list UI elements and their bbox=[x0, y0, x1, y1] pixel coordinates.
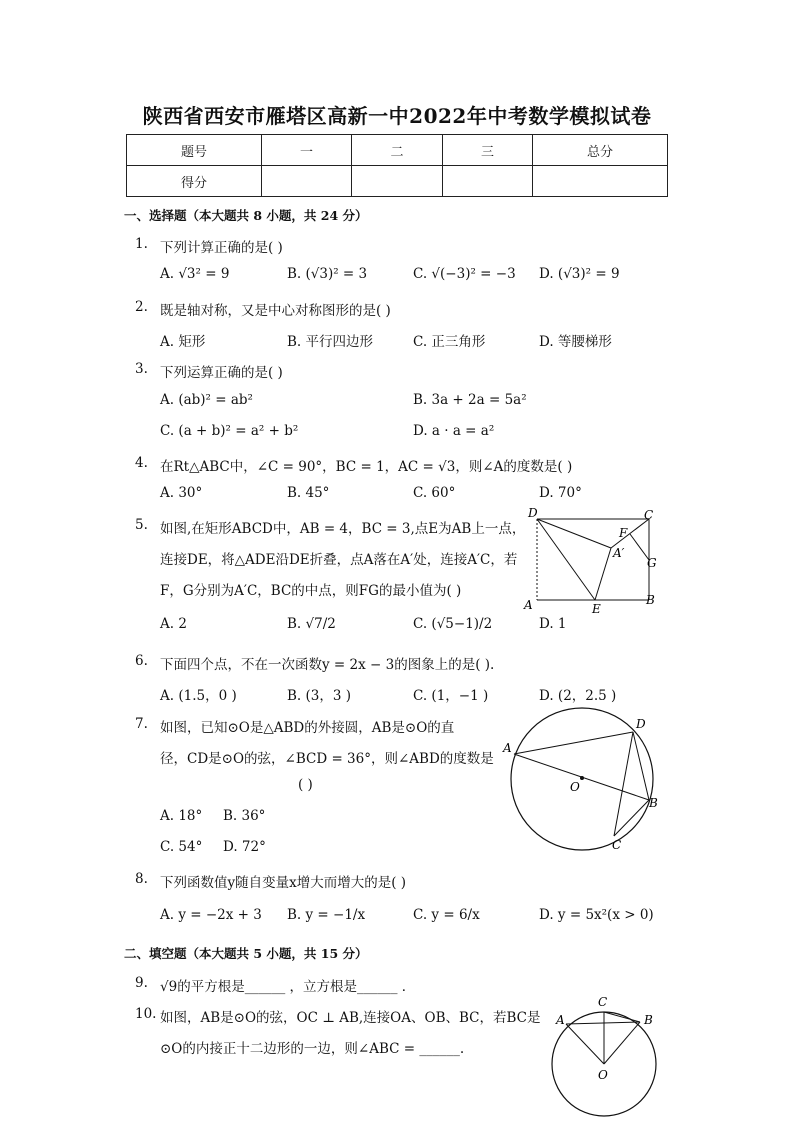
option-a[interactable]: A. 30° bbox=[160, 485, 203, 501]
table-header-cell: 二 bbox=[352, 135, 443, 166]
option-a[interactable]: A. 矩形 bbox=[160, 334, 206, 350]
point-label: C bbox=[598, 995, 608, 1009]
score-cell[interactable] bbox=[262, 166, 352, 197]
option-c[interactable]: C. (a + b)² = a² + b² bbox=[160, 423, 299, 439]
option-a[interactable]: A. 2 bbox=[160, 616, 187, 632]
question-stem: 在Rt△ABC中，∠C = 90°，BC = 1，AC = √3，则∠A的度数是( ) bbox=[160, 459, 573, 475]
page-title: 陕西省西安市雁塔区高新一中2022年中考数学模拟试卷 bbox=[142, 104, 652, 128]
figure-circle-o bbox=[500, 703, 670, 858]
point-label: D bbox=[636, 717, 646, 731]
table-row-label: 得分 bbox=[127, 166, 262, 197]
question-number: 7. bbox=[135, 716, 148, 732]
point-label: B bbox=[649, 796, 658, 810]
table-header-cell: 题号 bbox=[127, 135, 262, 166]
point-label: B bbox=[646, 593, 655, 607]
option-a[interactable]: A. 18° bbox=[160, 808, 203, 824]
question-stem-line: 径，CD是⊙O的弦，∠BCD = 36°，则∠ABD的度数是 bbox=[160, 751, 494, 767]
figure-circle-chord bbox=[540, 992, 670, 1123]
table-header-cell: 总分 bbox=[533, 135, 668, 166]
table-header-cell: 一 bbox=[262, 135, 352, 166]
score-table-header-row bbox=[127, 135, 668, 166]
question-stem-line: F，G分别为A′C，BC的中点，则FG的最小值为( ) bbox=[160, 583, 462, 599]
point-label: O bbox=[598, 1068, 608, 1082]
option-d[interactable]: D. 等腰梯形 bbox=[539, 334, 612, 350]
option-b[interactable]: B. (√3)² = 3 bbox=[287, 266, 368, 282]
option-d[interactable]: D. 72° bbox=[223, 839, 266, 855]
point-label: A bbox=[556, 1013, 565, 1027]
question-number: 9. bbox=[135, 975, 148, 991]
question-stem-line: ⊙O的内接正十二边形的一边，则∠ABC = ______. bbox=[160, 1041, 465, 1057]
question-stem: 下列函数值y随自变量x增大而增大的是( ) bbox=[160, 875, 407, 891]
option-d[interactable]: D. 70° bbox=[539, 485, 582, 501]
section-heading-fill: 二、填空题（本大题共 5 小题，共 15 分） bbox=[124, 946, 368, 961]
option-d[interactable]: D. (2，2.5 ) bbox=[539, 688, 617, 704]
option-b[interactable]: B. y = −1/x bbox=[287, 907, 366, 923]
score-cell[interactable] bbox=[443, 166, 533, 197]
option-d[interactable]: D. y = 5x²(x > 0) bbox=[539, 907, 654, 923]
question-stem: 既是轴对称，又是中心对称图形的是( ) bbox=[160, 303, 391, 319]
question-stem: √9的平方根是______ ，立方根是______ ． bbox=[160, 979, 416, 995]
question-stem-line: 连接DE，将△ADE沿DE折叠，点A落在A′处，连接A′C，若 bbox=[160, 552, 518, 568]
figure-rectangle-abcd bbox=[520, 505, 660, 617]
question-stem: 下面四个点，不在一次函数y = 2x − 3的图象上的是( ). bbox=[160, 657, 495, 673]
option-d[interactable]: D. (√3)² = 9 bbox=[539, 266, 620, 282]
point-label: A bbox=[503, 741, 512, 755]
option-b[interactable]: B. 36° bbox=[223, 808, 266, 824]
question-number: 8. bbox=[135, 871, 148, 887]
option-c[interactable]: C. 60° bbox=[413, 485, 456, 501]
option-c[interactable]: C. y = 6/x bbox=[413, 907, 480, 923]
point-label: C bbox=[644, 508, 654, 522]
option-a[interactable]: A. y = −2x + 3 bbox=[160, 907, 262, 923]
question-number: 1. bbox=[135, 236, 148, 252]
option-a[interactable]: A. √3² = 9 bbox=[160, 266, 230, 282]
table-header-cell: 三 bbox=[443, 135, 533, 166]
question-number: 2. bbox=[135, 299, 148, 315]
option-d[interactable]: D. 1 bbox=[539, 616, 567, 632]
score-cell[interactable] bbox=[533, 166, 668, 197]
question-stem-line: 如图，已知⊙O是△ABD的外接圆，AB是⊙O的直 bbox=[160, 720, 455, 736]
option-b[interactable]: B. 平行四边形 bbox=[287, 334, 374, 350]
point-label: B bbox=[644, 1013, 653, 1027]
option-d[interactable]: D. a · a = a² bbox=[413, 423, 495, 439]
option-c[interactable]: C. 54° bbox=[160, 839, 203, 855]
question-number: 5. bbox=[135, 517, 148, 533]
point-label: C bbox=[612, 838, 622, 852]
question-number: 10. bbox=[135, 1006, 157, 1022]
score-table bbox=[126, 134, 668, 197]
question-number: 4. bbox=[135, 455, 148, 471]
option-c[interactable]: C. √(−3)² = −3 bbox=[413, 266, 516, 282]
score-table-score-row bbox=[127, 166, 668, 197]
option-b[interactable]: B. 3a + 2a = 5a² bbox=[413, 392, 527, 408]
point-label: E bbox=[592, 602, 601, 616]
score-cell[interactable] bbox=[352, 166, 443, 197]
point-label: O bbox=[570, 780, 580, 794]
point-label: D bbox=[528, 506, 538, 520]
option-c[interactable]: C. (√5−1)/2 bbox=[413, 616, 493, 632]
question-stem: 下列运算正确的是( ) bbox=[160, 365, 283, 381]
option-c[interactable]: C. 正三角形 bbox=[413, 334, 486, 350]
section-heading-choice: 一、选择题（本大题共 8 小题，共 24 分） bbox=[124, 208, 368, 223]
point-label: A′ bbox=[613, 546, 625, 560]
point-label: G bbox=[647, 556, 657, 570]
option-a[interactable]: A. (1.5，0 ) bbox=[160, 688, 237, 704]
question-stem-line: 如图，AB是⊙O的弦，OC ⊥ AB,连接OA、OB、BC，若BC是 bbox=[160, 1010, 541, 1026]
question-stem-line: ( ) bbox=[298, 777, 313, 793]
question-number: 6. bbox=[135, 653, 148, 669]
option-b[interactable]: B. √7/2 bbox=[287, 616, 336, 632]
question-stem-line: 如图,在矩形ABCD中，AB = 4，BC = 3,点E为AB上一点， bbox=[160, 521, 526, 537]
question-stem: 下列计算正确的是( ) bbox=[160, 240, 283, 256]
option-b[interactable]: B. 45° bbox=[287, 485, 330, 501]
option-c[interactable]: C. (1，−1 ) bbox=[413, 688, 489, 704]
option-a[interactable]: A. (ab)² = ab² bbox=[160, 392, 253, 408]
question-number: 3. bbox=[135, 361, 148, 377]
option-b[interactable]: B. (3，3 ) bbox=[287, 688, 352, 704]
point-label: A bbox=[524, 598, 533, 612]
point-label: F bbox=[619, 526, 628, 540]
